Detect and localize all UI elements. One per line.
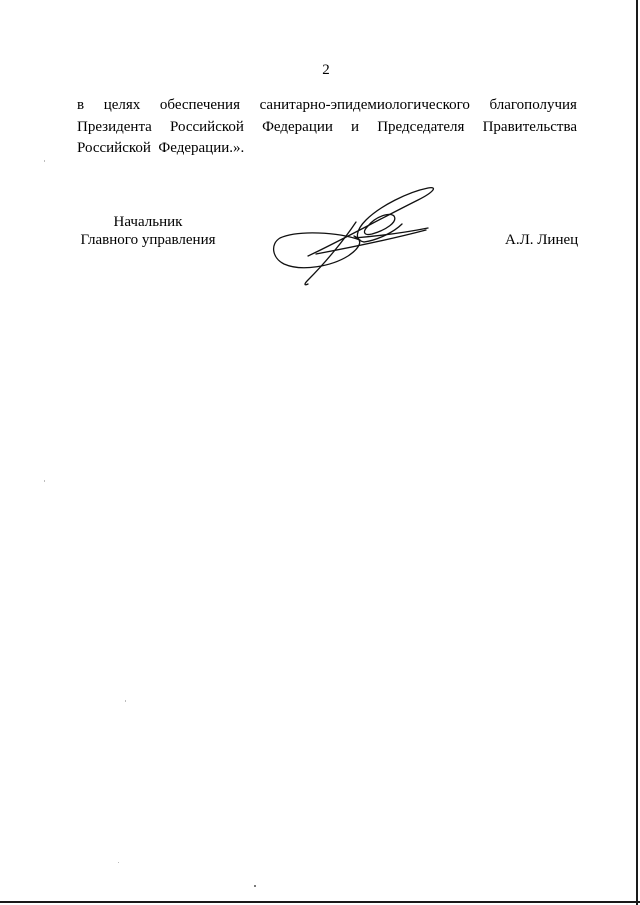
paragraph-line-1 [77,95,577,117]
signer-title [78,213,218,249]
handwritten-signature [268,182,440,290]
word: санитарно-эпидемиологического [259,97,470,113]
word: в [77,97,85,113]
scan-edge-bottom [0,901,640,903]
word: целях [103,97,141,113]
scan-edge-right [636,0,638,905]
paragraph-line-2 [77,117,577,139]
signer-name: А.Л. Линец [505,232,579,248]
page-number: 2 [322,62,330,78]
signer-title-line-2: Главного управления [80,232,216,248]
word: Российской [169,118,244,135]
body-paragraph [77,95,577,160]
scan-speck [254,885,256,887]
word: Председателя [377,118,465,135]
word: Правительства [482,118,577,135]
word: и [351,118,360,135]
word: Президента [77,118,152,135]
signer-title-line-1: Начальник [113,214,183,230]
paragraph-line-3: Российской Федерации.». [77,140,245,156]
scan-speck [44,480,45,482]
word: Федерации [262,118,333,135]
word: благополучия [489,97,577,113]
scan-speck [44,160,45,162]
scan-speck [125,700,126,702]
word: обеспечения [159,97,240,113]
scan-speck [118,862,119,863]
